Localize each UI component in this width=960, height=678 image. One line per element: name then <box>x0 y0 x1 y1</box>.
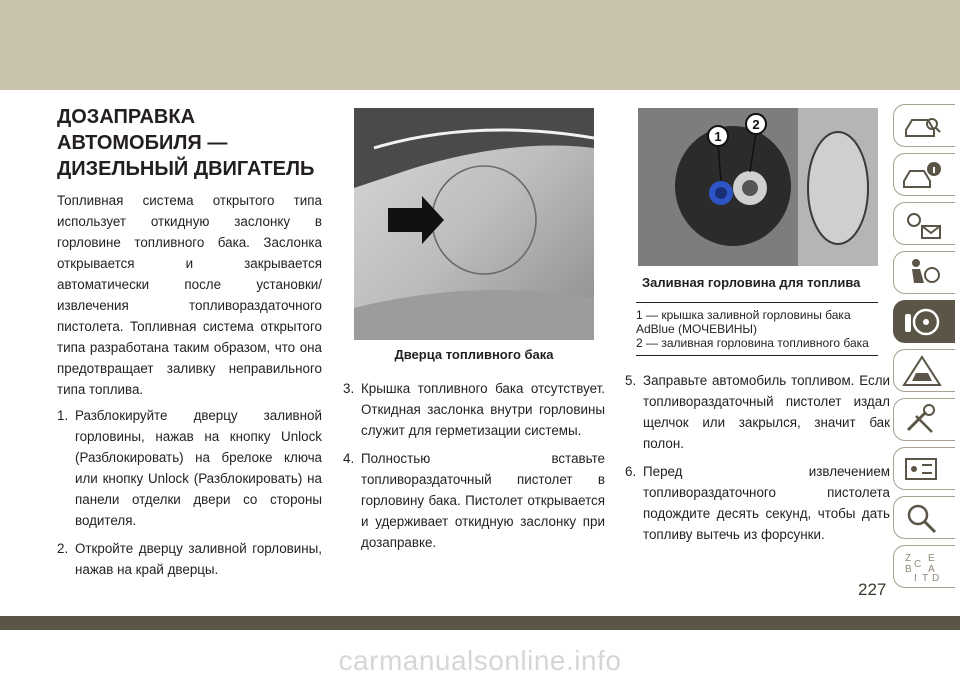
legend-item: 2 — заливная горловина топливного бака <box>636 336 869 350</box>
step-item <box>343 448 605 553</box>
title-line: ДИЗЕЛЬНЫЙ ДВИГАТЕЛЬ <box>57 158 315 180</box>
title-line: АВТОМОБИЛЯ — <box>57 132 228 154</box>
step-item <box>625 370 890 454</box>
step-number: 2. <box>57 541 69 556</box>
step-text: Перед извлечением топливораздаточного пистолета подождите десять секунд, чтобы дать топливу вытечь из форсунки. <box>643 464 890 542</box>
step-number: 4. <box>343 451 355 466</box>
callout-2: 2 <box>752 117 760 132</box>
airbag-seat-icon <box>902 257 942 289</box>
steps-list <box>57 405 322 580</box>
fuel-door-illustration <box>354 108 594 340</box>
tab-airbag-seat[interactable] <box>893 251 955 294</box>
steering-wheel-key-icon <box>902 306 942 338</box>
svg-text:E: E <box>928 553 935 564</box>
steps-list <box>625 370 890 545</box>
tab-tools[interactable] <box>893 398 955 441</box>
step-item <box>625 461 890 545</box>
tab-search[interactable] <box>893 496 955 539</box>
car-info-icon <box>902 159 942 191</box>
filler-neck-illustration <box>638 108 878 266</box>
car-search-icon <box>902 110 942 142</box>
fuel-door-photo <box>354 108 594 340</box>
figure-caption: Заливная горловина для топлива <box>642 275 861 290</box>
step-number: 5. <box>625 373 637 388</box>
column-2 <box>343 108 605 560</box>
svg-text:D: D <box>932 573 940 583</box>
watermark-text: carmanualsonline.info <box>338 645 622 676</box>
tab-dashboard-lights[interactable] <box>893 202 955 245</box>
tab-multimedia[interactable] <box>893 447 955 490</box>
step-text: Заправьте автомобиль топливом. Если топливораздаточный пистолет издал щелчок или закрылся, значит бак полон. <box>643 373 890 451</box>
step-number: 6. <box>625 464 637 479</box>
filler-neck-photo <box>638 108 878 266</box>
callout-1: 1 <box>714 129 722 144</box>
figure-caption: Дверца топливного бака <box>394 347 554 362</box>
legend-item: 1 — крышка заливной горловины бака AdBlue (МОЧЕВИНЫ) <box>636 308 851 336</box>
svg-text:I: I <box>914 573 917 583</box>
chapter-tabs <box>893 104 960 594</box>
footer-band <box>0 616 960 630</box>
tab-warning-car[interactable] <box>893 349 955 392</box>
title-line: ДОЗАПРАВКА <box>57 106 196 128</box>
step-text: Откройте дверцу заливной горловины, нажав на край дверцы. <box>75 541 322 577</box>
step-item <box>57 538 322 580</box>
step-number: 1. <box>57 408 69 423</box>
magnifier-icon <box>902 502 942 534</box>
figure-legend <box>636 302 878 356</box>
column-1 <box>57 104 322 587</box>
column-3 <box>625 108 890 552</box>
page-title <box>57 104 322 182</box>
tab-steering-wheel-key[interactable] <box>893 300 955 343</box>
svg-text:Z: Z <box>905 553 912 564</box>
step-item <box>57 405 322 531</box>
intro-paragraph: Топливная система открытого типа использует откидную заслонку в горловине топливного бака. Заслонка открывается и закрывается автоматически после установки/извлечения топливораздаточного пистолета. Топливная система открытого типа разработана таким образом, что она предотвращает заливку неправильного типа топлива. <box>57 193 322 397</box>
svg-text:C: C <box>914 559 922 570</box>
header-band <box>0 0 960 90</box>
svg-text:B: B <box>905 564 912 575</box>
tab-index[interactable] <box>893 545 955 588</box>
svg-text:T: T <box>922 573 929 583</box>
tools-icon <box>902 404 942 436</box>
tab-car-search[interactable] <box>893 104 955 147</box>
dashboard-lights-icon <box>902 208 942 240</box>
tab-car-info[interactable] <box>893 153 955 196</box>
step-item <box>343 378 605 441</box>
svg-text:A: A <box>928 564 935 575</box>
step-text: Полностью вставьте топливораздаточный пистолет в горловину бака. Пистолет открывается и удерживает откидную заслонку при дозаправке. <box>361 451 605 550</box>
multimedia-icon <box>902 453 942 485</box>
steps-list <box>343 378 605 553</box>
step-number: 3. <box>343 381 355 396</box>
warning-car-icon <box>902 355 942 387</box>
step-text: Крышка топливного бака отсутствует. Откидная заслонка внутри горловины служит для герметизации системы. <box>361 381 605 438</box>
page-number: 227 <box>858 580 887 599</box>
step-text: Разблокируйте дверцу заливной горловины, нажав на кнопку Unlock (Разблокировать) на брелоке ключа или кнопку Unlock (Разблокировать) на панели отделки двери со стороны водителя. <box>75 408 322 528</box>
alphabet-index-icon <box>902 551 942 583</box>
